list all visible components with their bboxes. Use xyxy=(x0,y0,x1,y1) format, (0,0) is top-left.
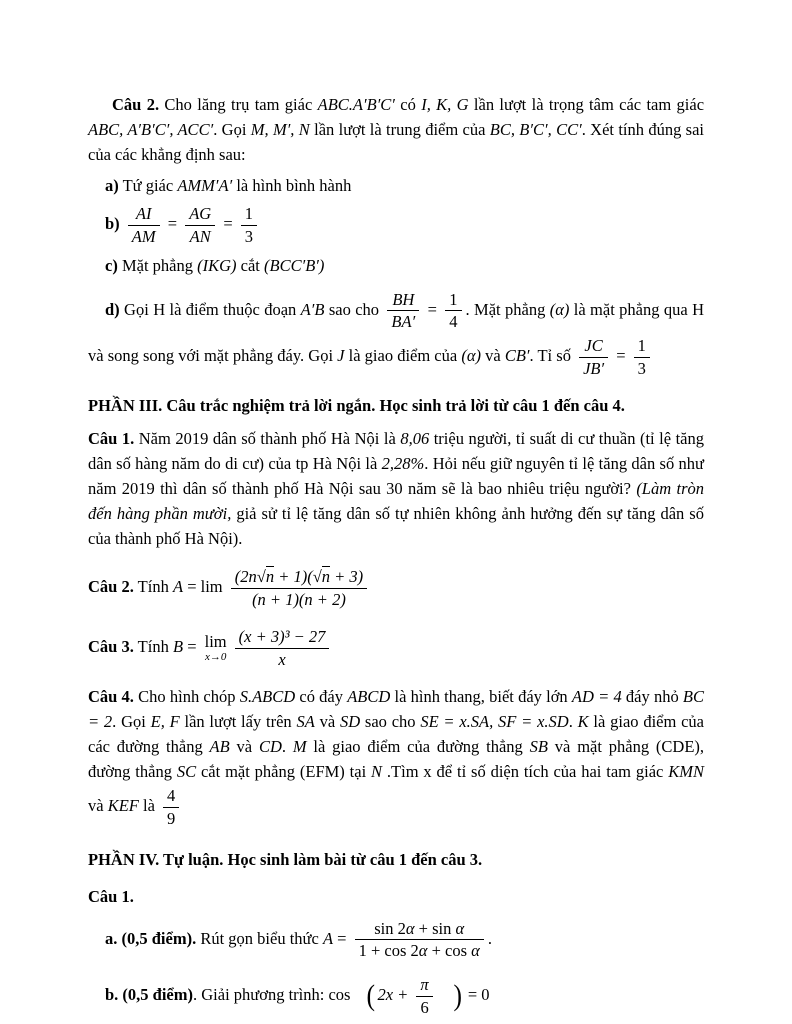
math-run: JB′ xyxy=(583,358,605,378)
math-run: I, K, G xyxy=(421,95,469,114)
fraction-numerator xyxy=(163,786,179,808)
math-run: A xyxy=(172,576,184,596)
text-run: .Tìm x để tỉ số diện tích của hai tam giác xyxy=(382,761,669,781)
radicand: n xyxy=(265,566,275,586)
math-run: (α) xyxy=(549,299,570,319)
text-run: và xyxy=(88,796,108,816)
fraction-numerator xyxy=(579,336,608,358)
cau2-statement xyxy=(88,92,704,167)
fraction-numerator xyxy=(128,204,160,226)
sqrt-expression xyxy=(257,566,274,586)
fraction xyxy=(416,975,432,1018)
math-run: 8,06 xyxy=(400,428,430,448)
cau2-item-d xyxy=(88,288,704,381)
fraction-denominator xyxy=(241,226,257,247)
limit-subscript: x→0 xyxy=(204,650,227,663)
text-run: sin 2 xyxy=(374,918,406,938)
text-run: có đáy xyxy=(295,686,348,706)
math-run: M xyxy=(292,736,307,756)
math-run: SB xyxy=(529,736,548,756)
math-run: + 3) xyxy=(330,566,364,586)
sqrt-expression xyxy=(313,566,330,586)
math-run: SD xyxy=(339,711,361,731)
text-run: 3 xyxy=(244,226,253,246)
phan3-cau2 xyxy=(88,565,704,612)
phan4-cau1-a xyxy=(88,917,704,964)
math-run: SE = x.SA, SF = x.SD xyxy=(420,711,569,731)
math-run: (BCC′B′) xyxy=(264,255,325,275)
text-run: . Xét tính đúng sai của các khẳng định sau: xyxy=(88,120,704,164)
math-run: SA xyxy=(296,711,315,731)
fraction xyxy=(163,786,179,829)
text-run: lần lượt là trung điểm của xyxy=(309,120,490,139)
text-run: Rút gọn biểu thức xyxy=(196,928,323,948)
bold-run: PHẦN IV. Tự luận. Học sinh làm bài từ câu 1 đến câu 3. xyxy=(88,849,483,869)
text-run: có xyxy=(394,95,422,114)
text-run: cắt xyxy=(236,255,264,275)
text-run: Cho lăng trụ tam giác xyxy=(159,95,318,114)
text-run: lần lượt là trọng tâm các tam giác xyxy=(468,95,705,114)
text-run: là giao điểm của đường thẳng xyxy=(306,736,530,756)
fraction xyxy=(387,290,419,333)
math-run: M, M′, N xyxy=(250,120,310,139)
bold-run: Câu 2. xyxy=(88,576,134,596)
math-run: (α) xyxy=(461,346,481,366)
text-run: . Hỏi nếu giữ nguyên tỉ lệ tăng dân số như năm 2019 thì dân số thành phố Hà Nội sau 30 năm sẽ là bao nhiêu triệu người? xyxy=(88,453,704,498)
math-run: (IKG) xyxy=(197,255,237,275)
fraction-numerator xyxy=(235,627,330,649)
math-run: SC xyxy=(176,761,197,781)
text-run: Tứ giác xyxy=(118,176,178,195)
math-run: J xyxy=(337,346,345,366)
text-run: = xyxy=(333,928,351,948)
bold-run: PHẦN III. Câu trắc nghiệm trả lời ngắn. Học sinh trả lời từ câu 1 đến câu 4. xyxy=(88,395,625,415)
text-run: 1 xyxy=(244,204,253,223)
text-run xyxy=(120,214,124,233)
text-run: Năm 2019 dân số thành phố Hà Nội là xyxy=(134,428,401,448)
math-run: π xyxy=(420,975,429,995)
cau2-item-a xyxy=(88,173,704,198)
fraction xyxy=(445,290,461,333)
fraction-numerator xyxy=(416,975,432,997)
text-run: và xyxy=(229,736,259,756)
text-run: là hình thang, biết đáy lớn xyxy=(390,686,572,706)
heading-phan-3 xyxy=(88,393,704,418)
text-run: = 0 xyxy=(463,985,490,1005)
math-run: ABCD xyxy=(347,686,391,706)
fraction-denominator xyxy=(355,940,484,961)
text-run: . xyxy=(281,736,293,756)
text-run: đáy nhỏ xyxy=(621,686,683,706)
bold-run: a) xyxy=(105,176,119,195)
fraction-denominator xyxy=(128,226,160,247)
fraction xyxy=(634,336,650,379)
math-run: KMN xyxy=(668,761,704,781)
math-run: AN xyxy=(189,226,211,246)
fraction-denominator xyxy=(634,358,650,379)
math-run: 2x + xyxy=(377,985,413,1005)
bold-run: c) xyxy=(105,255,118,275)
math-run: CD xyxy=(258,736,282,756)
phan3-cau4 xyxy=(88,684,704,831)
fraction-numerator xyxy=(445,290,461,312)
fraction xyxy=(128,204,160,247)
bold-run: a. (0,5 điểm). xyxy=(105,928,197,948)
heading-phan-4 xyxy=(88,847,704,872)
text-run: = xyxy=(612,346,630,366)
text-run: và xyxy=(314,711,340,731)
text-run: 1 xyxy=(449,289,458,309)
text-run: 1 xyxy=(637,336,646,356)
fraction-numerator xyxy=(231,567,367,589)
document-body xyxy=(88,92,704,1020)
math-run: CB′ xyxy=(504,346,530,366)
text-run: Tính xyxy=(133,637,173,657)
text-run: giả sử tỉ lệ tăng dân số tự nhiên không ảnh hưởng đến sự tăng dân số của thành phố Hà Nội). xyxy=(88,503,704,548)
fraction-denominator xyxy=(185,226,215,247)
text-run: lần lượt lấy trên xyxy=(179,711,297,731)
italic-run: (Làm tròn đến hàng phần mười, xyxy=(88,478,705,523)
text-run: triệu người, tỉ suất di cư thuần (tỉ lệ tăng dân số hàng năm do di cư) của tp Hà Nội là xyxy=(88,428,705,473)
fraction-numerator xyxy=(355,919,484,941)
math-run: 2,28% xyxy=(381,453,425,473)
math-run: AM xyxy=(131,226,156,246)
bold-run: b. (0,5 điểm) xyxy=(105,985,193,1005)
fraction xyxy=(185,204,215,247)
fraction-denominator xyxy=(387,311,419,332)
math-run: ABC.A′B′C′ xyxy=(317,95,395,114)
math-run: BH xyxy=(392,289,415,309)
fraction-denominator xyxy=(163,808,179,829)
fraction-denominator xyxy=(231,589,367,610)
bold-run: Câu 2. xyxy=(112,95,160,114)
limit-label: lim xyxy=(204,632,227,652)
text-run: 1 + cos 2 xyxy=(358,941,419,961)
math-run: (2n xyxy=(234,566,257,586)
text-run: và mặt phẳng (CDE), đường thẳng xyxy=(88,736,705,781)
text-run: Gọi H là điểm thuộc đoạn xyxy=(119,299,301,319)
math-run: AD = 4 xyxy=(571,686,622,706)
text-run: . Gọi xyxy=(213,120,251,139)
bold-run: Câu 1. xyxy=(88,886,134,906)
phan3-cau1 xyxy=(88,426,704,551)
phan4-cau1-b xyxy=(88,973,704,1020)
text-run: = xyxy=(183,637,201,657)
math-run: AMM′A′ xyxy=(177,176,233,195)
math-run: α xyxy=(405,918,415,938)
math-run: x xyxy=(278,650,286,670)
fraction xyxy=(579,336,608,379)
text-run: = xyxy=(423,299,442,319)
math-run: N xyxy=(371,761,383,781)
math-run: JC xyxy=(584,336,603,356)
limit-operator xyxy=(205,634,227,663)
bold-run: Câu 3. xyxy=(88,637,134,657)
math-run: A′B xyxy=(300,299,325,319)
fraction-denominator xyxy=(445,311,461,332)
math-run: α xyxy=(471,941,480,961)
text-run: + sin xyxy=(414,918,456,938)
radical-sign-icon: √ xyxy=(256,566,266,586)
fraction-numerator xyxy=(185,204,215,226)
bold-run: Câu 1. xyxy=(88,428,135,448)
text-run: cắt mặt phẳng (EFM) tại xyxy=(196,761,372,781)
fraction xyxy=(355,919,484,962)
bold-run: Câu 4. xyxy=(88,686,134,706)
fraction-numerator xyxy=(241,204,257,226)
text-run: . xyxy=(487,928,492,948)
text-run: 6 xyxy=(420,997,429,1017)
math-run: ABC, A′B′C′, ACC′ xyxy=(88,120,214,139)
text-run: là giao điểm của các đường thẳng xyxy=(88,711,704,756)
text-run: là mặt phẳng qua H và song song với mặt phẳng đáy. Gọi xyxy=(88,299,705,366)
text-run: 4 xyxy=(167,785,176,805)
phan4-cau1 xyxy=(88,884,704,909)
bold-run: d) xyxy=(105,299,120,319)
fraction xyxy=(235,627,330,670)
math-run: K xyxy=(577,711,589,731)
math-run: AB xyxy=(209,736,230,756)
math-run: + 1)( xyxy=(274,566,313,586)
text-run: 3 xyxy=(637,358,646,378)
text-run: = xyxy=(163,214,182,234)
math-run: AG xyxy=(189,204,212,223)
text-run: sao cho xyxy=(360,711,421,731)
fraction xyxy=(241,204,257,247)
text-run: Tính xyxy=(133,576,173,596)
math-run: α xyxy=(418,941,428,961)
text-run: + cos xyxy=(427,941,472,961)
cau2-item-c xyxy=(88,253,704,278)
text-run: . Tỉ số xyxy=(529,346,576,366)
fraction-numerator xyxy=(387,290,419,312)
big-paren: ( xyxy=(366,979,376,1013)
phan3-cau3 xyxy=(88,625,704,672)
math-run: KEF xyxy=(107,796,139,816)
text-run: 4 xyxy=(449,312,458,332)
bold-run: b) xyxy=(105,214,120,234)
text-run: . Giải phương trình: cos xyxy=(193,985,351,1005)
text-run: . Gọi xyxy=(112,711,151,731)
math-run: A xyxy=(322,928,334,948)
cau2-item-b xyxy=(88,202,704,249)
fraction-denominator xyxy=(416,997,432,1018)
text-run: 9 xyxy=(167,808,176,828)
text-run: = lim xyxy=(183,576,227,596)
fraction-denominator xyxy=(579,358,608,379)
math-run: S.ABCD xyxy=(239,686,296,706)
math-run: α xyxy=(455,918,465,938)
math-run: (n + 1)(n + 2) xyxy=(252,589,346,609)
math-run: BC, B′C′, CC′ xyxy=(489,120,582,139)
math-run: BC = 2 xyxy=(88,686,704,731)
big-paren: ) xyxy=(453,979,462,1013)
text-run: Mặt phẳng xyxy=(117,255,198,275)
text-run: . Mặt phẳng xyxy=(465,299,550,319)
text-run: là xyxy=(138,796,160,816)
math-run: BA′ xyxy=(391,312,416,332)
text-run: là giao điểm của xyxy=(344,346,462,366)
fraction xyxy=(231,567,367,610)
fraction-numerator xyxy=(634,336,650,358)
math-run: B xyxy=(172,637,184,657)
radical-sign-icon: √ xyxy=(312,566,322,586)
math-run: (x + 3)³ − 27 xyxy=(238,627,326,647)
math-run: E, F xyxy=(150,711,180,731)
text-run: sao cho xyxy=(324,299,384,319)
text-run: và xyxy=(481,346,505,366)
math-run: AI xyxy=(135,204,152,223)
text-run: là hình bình hành xyxy=(232,176,352,195)
fraction-denominator xyxy=(235,649,330,670)
text-run: = xyxy=(219,214,237,234)
text-run: Cho hình chóp xyxy=(133,686,240,706)
radicand: n xyxy=(321,566,330,586)
text-run: . xyxy=(568,711,578,731)
